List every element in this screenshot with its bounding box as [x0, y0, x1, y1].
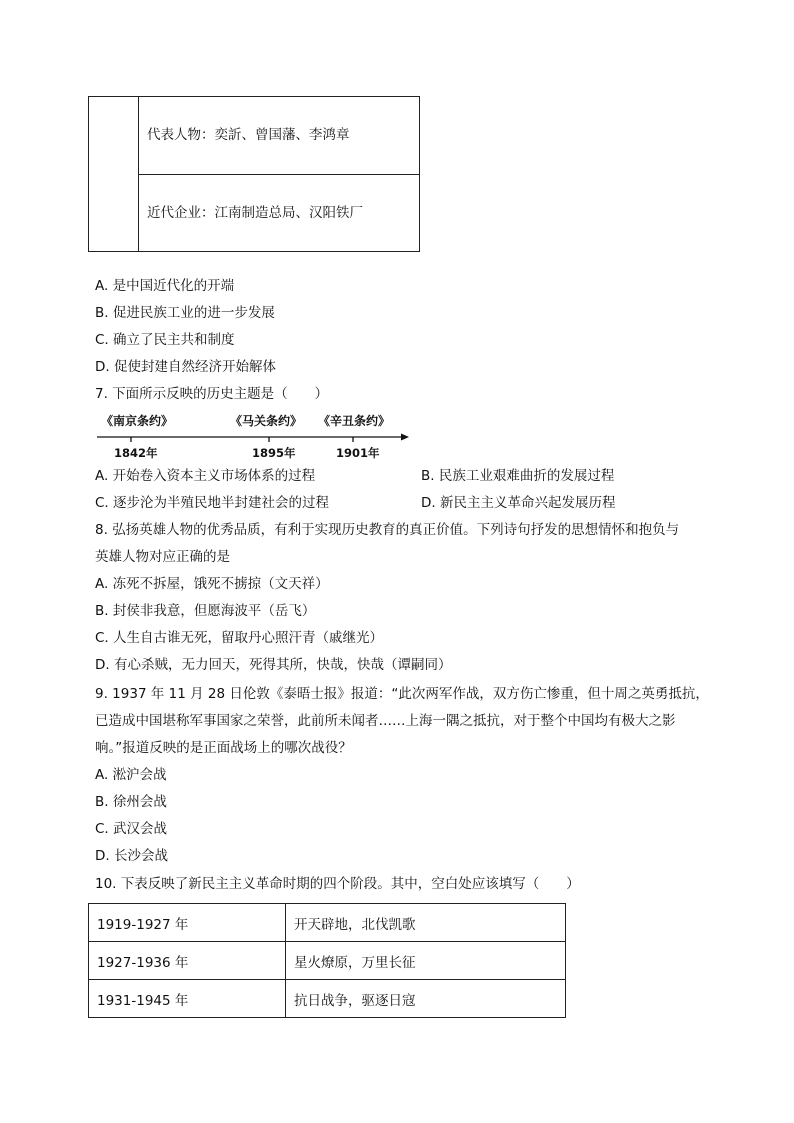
timeline-year: 1842年 — [114, 446, 158, 460]
table-row — [89, 980, 566, 1018]
q7-option-c: C. 逐步沦为半殖民地半封建社会的过程 — [95, 495, 330, 511]
q8-option-b: B. 封侯非我意，但愿海波平（岳飞） — [95, 603, 316, 619]
q10-question: 10. 下表反映了新民主主义革命时期的四个阶段。其中，空白处应该填写（ ） — [95, 876, 580, 892]
q9-question-line3: 响。”报道反映的是正面战场上的哪次战役？ — [95, 740, 352, 756]
timeline-event-label: 《辛丑条约》 — [318, 414, 391, 428]
q6-option-b: B. 促进民族工业的进一步发展 — [95, 305, 275, 321]
table-row — [89, 904, 566, 942]
q8-option-d: D. 有心杀贼，无力回天，死得其所，快哉，快哉（谭嗣同） — [95, 657, 452, 673]
q9-option-a: A. 淞沪会战 — [95, 767, 167, 783]
q9-option-c: C. 武汉会战 — [95, 821, 168, 837]
q8-option-c: C. 人生自古谁无死，留取丹心照汗青（戚继光） — [95, 630, 384, 646]
timeline-year: 1895年 — [252, 446, 296, 460]
theme-cell: 抗日战争，驱逐日寇 — [286, 980, 566, 1018]
q6-option-a: A. 是中国近代化的开端 — [95, 278, 235, 294]
q6-option-d: D. 促使封建自然经济开始解体 — [95, 359, 276, 375]
enterprises-cell: 近代企业：江南制造总局、汉阳铁厂 — [147, 205, 363, 221]
q8-question-line2: 英雄人物对应正确的是 — [95, 549, 230, 565]
q9-option-d: D. 长沙会战 — [95, 848, 168, 864]
theme-cell: 星火燎原，万里长征 — [286, 942, 566, 980]
representatives-table — [88, 96, 420, 252]
q9-option-b: B. 徐州会战 — [95, 794, 167, 810]
period-cell: 1919-1927 年 — [89, 904, 286, 942]
timeline-event-label: 《南京条约》 — [101, 414, 174, 428]
theme-cell: 开天辟地，北伐凯歌 — [286, 904, 566, 942]
q7-option-a: A. 开始卷入资本主义市场体系的过程 — [95, 468, 316, 484]
q7-option-d: D. 新民主主义革命兴起发展历程 — [421, 495, 616, 511]
period-cell: 1927-1936 年 — [89, 942, 286, 980]
q6-option-c: C. 确立了民主共和制度 — [95, 332, 235, 348]
q7-question: 7. 下面所示反映的历史主题是（ ） — [95, 386, 329, 402]
q9-question-line2: 已造成中国堪称军事国家之荣誉，此前所未闻者……上海一隅之抵抗，对于整个中国均有极大之影 — [95, 713, 676, 729]
revolution-stages-table — [88, 903, 566, 1018]
q9-question-line1: 9. 1937 年 11 月 28 日伦敦《泰晤士报》报道：“此次两军作战，双方伤亡惨重，但十周之英勇抵抗， — [95, 686, 709, 702]
period-cell: 1931-1945 年 — [89, 980, 286, 1018]
timeline-year: 1901年 — [336, 446, 380, 460]
q8-question-line1: 8. 弘扬英雄人物的优秀品质，有利于实现历史教育的真正价值。下列诗句抒发的思想情怀和抱负与 — [95, 522, 680, 538]
timeline-axis — [95, 429, 415, 445]
table-row — [139, 97, 419, 175]
table-row — [89, 942, 566, 980]
representatives-cell: 代表人物：奕訢、曾国藩、李鸿章 — [147, 127, 350, 143]
table-label-cell — [89, 97, 139, 251]
q8-option-a: A. 冻死不拆屋，饿死不掳掠（文天祥） — [95, 576, 329, 592]
q7-option-b: B. 民族工业艰难曲折的发展过程 — [421, 468, 615, 484]
table-row — [139, 175, 419, 252]
timeline-event-label: 《马关条约》 — [230, 414, 303, 428]
